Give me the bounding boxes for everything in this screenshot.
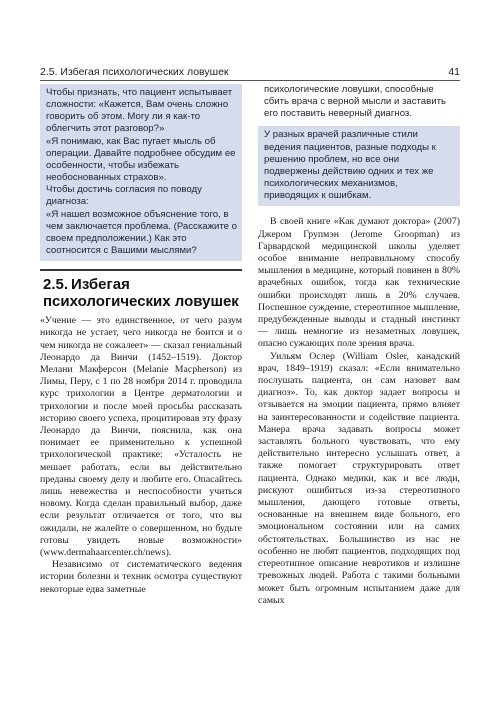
- left-column: [40, 84, 242, 596]
- right-column: [258, 84, 460, 607]
- box-paragraph: Чтобы признать, что пациент испытывает сложности: «Кажется, Вам очень сложно говорить об этом. Могу ли я как-то облегчить этот разговор?»: [46, 87, 233, 135]
- body-paragraph: Независимо от систематического ведения истории болезни и техник осмотра существуют некоторые едва заметные: [40, 559, 242, 595]
- key-point-box: [258, 126, 460, 206]
- box-paragraph: Чтобы достичь согласия по поводу диагноза:: [46, 184, 202, 208]
- body-paragraph: В своей книге «Как думают доктора» (2007) Джером Групмэн (Jerome Groopman) из Гарвардской медицинской школы уделяет особое внимание неправильному способу мышления в медицине, который повинен в 80% врачебных ошибок, тогда как технические ошибки происходят лишь в 20% случаев. Поспешное суждение, стереотипное мышление, предубежденные выводы и стадный инстинкт — лишь немногие из незаметных ловушек, опасно сужающих поле зрения врача.: [258, 216, 460, 350]
- box-continuation-text: психологические ловушки, способные сбить врача с верной мысли и заставить его поставить неверный диагноз.: [264, 84, 446, 120]
- body-paragraph: Уильям Ослер (William Osler, канадский врач, 1849–1919) сказал: «Если внимательно послушать пациента, он сам назовет вам диагноз». То, как доктор задает вопросы и отзывается на эмоции пациента, прямо влияет на заинтересованности и содействие пациента. Манера врача задавать вопросы может заставлять больного чувствовать, что ему действительно интересно услышать ответ, а также помогает структурировать ответ пациента. Однако медики, как и все люди, рискуют ошибиться из-за стереотипного мышления, дающего готовые ответы, основанные на внешнем виде больного, его эмоциональном состоянии или на самих обстоятельствах. Большинство из нас не особенно не любят пациентов, подходящих под стереотипное описание невротиков и излишне тревожных людей. Работа с такими больными может быть огромным испытанием даже для самых: [258, 350, 460, 606]
- running-header-title: 2.5. Избегая психологических ловушек: [40, 66, 229, 78]
- header-rule: [40, 80, 460, 81]
- box-paragraph: «Я понимаю, как Вас пугает мысль об операции. Давайте подробнее обсудим ее особенности, чтобы избежать необоснованных страхов».: [46, 135, 236, 184]
- dialogue-example-box: [40, 84, 242, 261]
- section-heading: [40, 269, 242, 315]
- section-title: Избегая психологических ловушек: [43, 276, 239, 311]
- body-paragraph: «Учение — это единственное, от чего разум никогда не устает, чего никогда не боится и о чем никогда не сожалеет» — сказал гениальный Леонардо да Винчи (1452–1519). Доктор Мелани Макферсон (Melanie Macpherson) из Лимы, Перу, с 1 по 28 ноября 2014 г. проводила курс трихологии в Центре дерматологии и трихологии и после моей просьбы рассказать историю своего успеха, процитировав эту фразу Леонардо да Винчи, пояснила, как она понимает ее применительно к успешной трихологической практике: «Усталость не мешает работать, если вы действительно преданы своему делу и любите его. Опасайтесь лишь невежества и неспособности учиться новому. Когда сделан правильный выбор, даже если результат отличается от того, что вы ожидали, не жалейте о совершенном, но будьте готовы увидеть новые возможности» (www.dermahaarcenter.ch/news).: [40, 315, 242, 559]
- box-paragraph: «Я нашел возможное объяснение того, в чем заключается проблема. (Расскажите о своем предположении.) Как это соотносится с Вашими мыслями?: [46, 208, 237, 257]
- running-header: [40, 62, 460, 78]
- key-point-text: У разных врачей различные стили ведения пациентов, разные подходы к решению проблем, но все они подвержены действию одних и тех же психологических механизмов, приводящих к ошибкам.: [264, 129, 436, 202]
- section-number: 2.5.: [43, 276, 69, 294]
- page-number: 41: [448, 66, 460, 78]
